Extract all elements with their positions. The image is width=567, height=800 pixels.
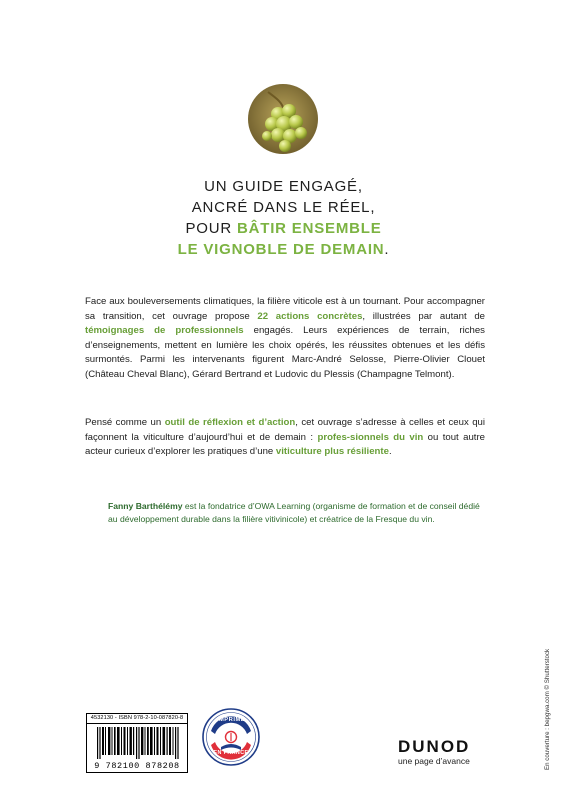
photo-credit xyxy=(541,590,553,770)
seal-bottom-text: EN FRANCE xyxy=(213,750,249,756)
headline-line-4 xyxy=(0,239,567,260)
p1-highlight-testimonials: témoignages de professionnels xyxy=(85,325,244,337)
p2-text-3: ou tout autre acteur curieux d’explorer les pratiques d’une xyxy=(85,431,485,458)
p2-text-2: , cet ouvrage s’adresse à celles et ceux qui façonnent la viticulture d’aujourd’hui et de demain : xyxy=(85,417,485,443)
seal-top-text: IMPRIMÉ xyxy=(216,717,246,723)
p2-highlight-professionals: profes-sionnels du vin xyxy=(317,431,424,443)
publisher-block xyxy=(398,738,484,767)
p1-text-2: , illustrées par autant de xyxy=(362,310,485,322)
author-bio-text: est la fondatrice d’OWA Learning (organisme de formation et de conseil dédié au développement durable dans la filière vitivinicole) et créatrice de la Fresque du vin. xyxy=(108,501,480,524)
cover-grape-photo xyxy=(248,84,318,154)
headline xyxy=(0,176,567,260)
barcode-digits: 9 782100 878208 xyxy=(94,761,180,771)
imprime-en-france-seal xyxy=(201,707,261,767)
description-paragraph-1 xyxy=(85,295,485,383)
headline-line-1: UN GUIDE ENGAGÉ, xyxy=(204,178,363,195)
p2-text-4: . xyxy=(388,446,392,458)
photo-credit-text: En couverture : bepgwa.com © Shutterstock xyxy=(544,648,551,770)
barcode-bars xyxy=(97,727,179,759)
p2-highlight-resilient: viticulture plus résiliente xyxy=(275,446,389,458)
p1-text-1: Face aux bouleversements climatiques, la filière viticole est à un tournant. Pour accompagner sa transition, cet ouvrage propose xyxy=(85,296,485,322)
headline-prefix: POUR xyxy=(185,220,237,237)
publisher-logo: DUNOD xyxy=(398,737,471,756)
headline-line-2: ANCRÉ DANS LE RÉEL, xyxy=(191,199,376,216)
publisher-tagline: une page d’avance xyxy=(398,756,470,766)
headline-period: . xyxy=(384,241,390,258)
p1-text-3: engagés. Leurs expériences de terrain, riches d’enseignements, mettent en lumière les choix opérés, les réussites obtenues et les défis surmontés. Parmi les intervenants figurent Marc-André Selosse, Pierre-Olivier Clouet (Château Cheval Blanc), Gérard Bertrand et Ludovic du Plessis (Champagne Telmont). xyxy=(85,325,485,380)
headline-highlight-2: LE VIGNOBLE DE DEMAIN xyxy=(177,241,385,258)
description-paragraph-2 xyxy=(85,416,485,460)
p2-highlight-tool: outil de réflexion et d’action xyxy=(164,417,296,428)
headline-highlight-1: BÂTIR ENSEMBLE xyxy=(236,220,382,237)
p2-text-1: Pensé comme un xyxy=(85,417,165,428)
author-name: Fanny Barthélémy xyxy=(108,501,183,511)
p1-highlight-actions: 22 actions concrètes xyxy=(257,310,363,322)
isbn-label: 4532130 - ISBN 978-2-10-087820-8 xyxy=(87,714,187,724)
headline-line-3 xyxy=(0,218,567,239)
author-bio xyxy=(108,500,488,525)
isbn-barcode xyxy=(86,713,188,773)
